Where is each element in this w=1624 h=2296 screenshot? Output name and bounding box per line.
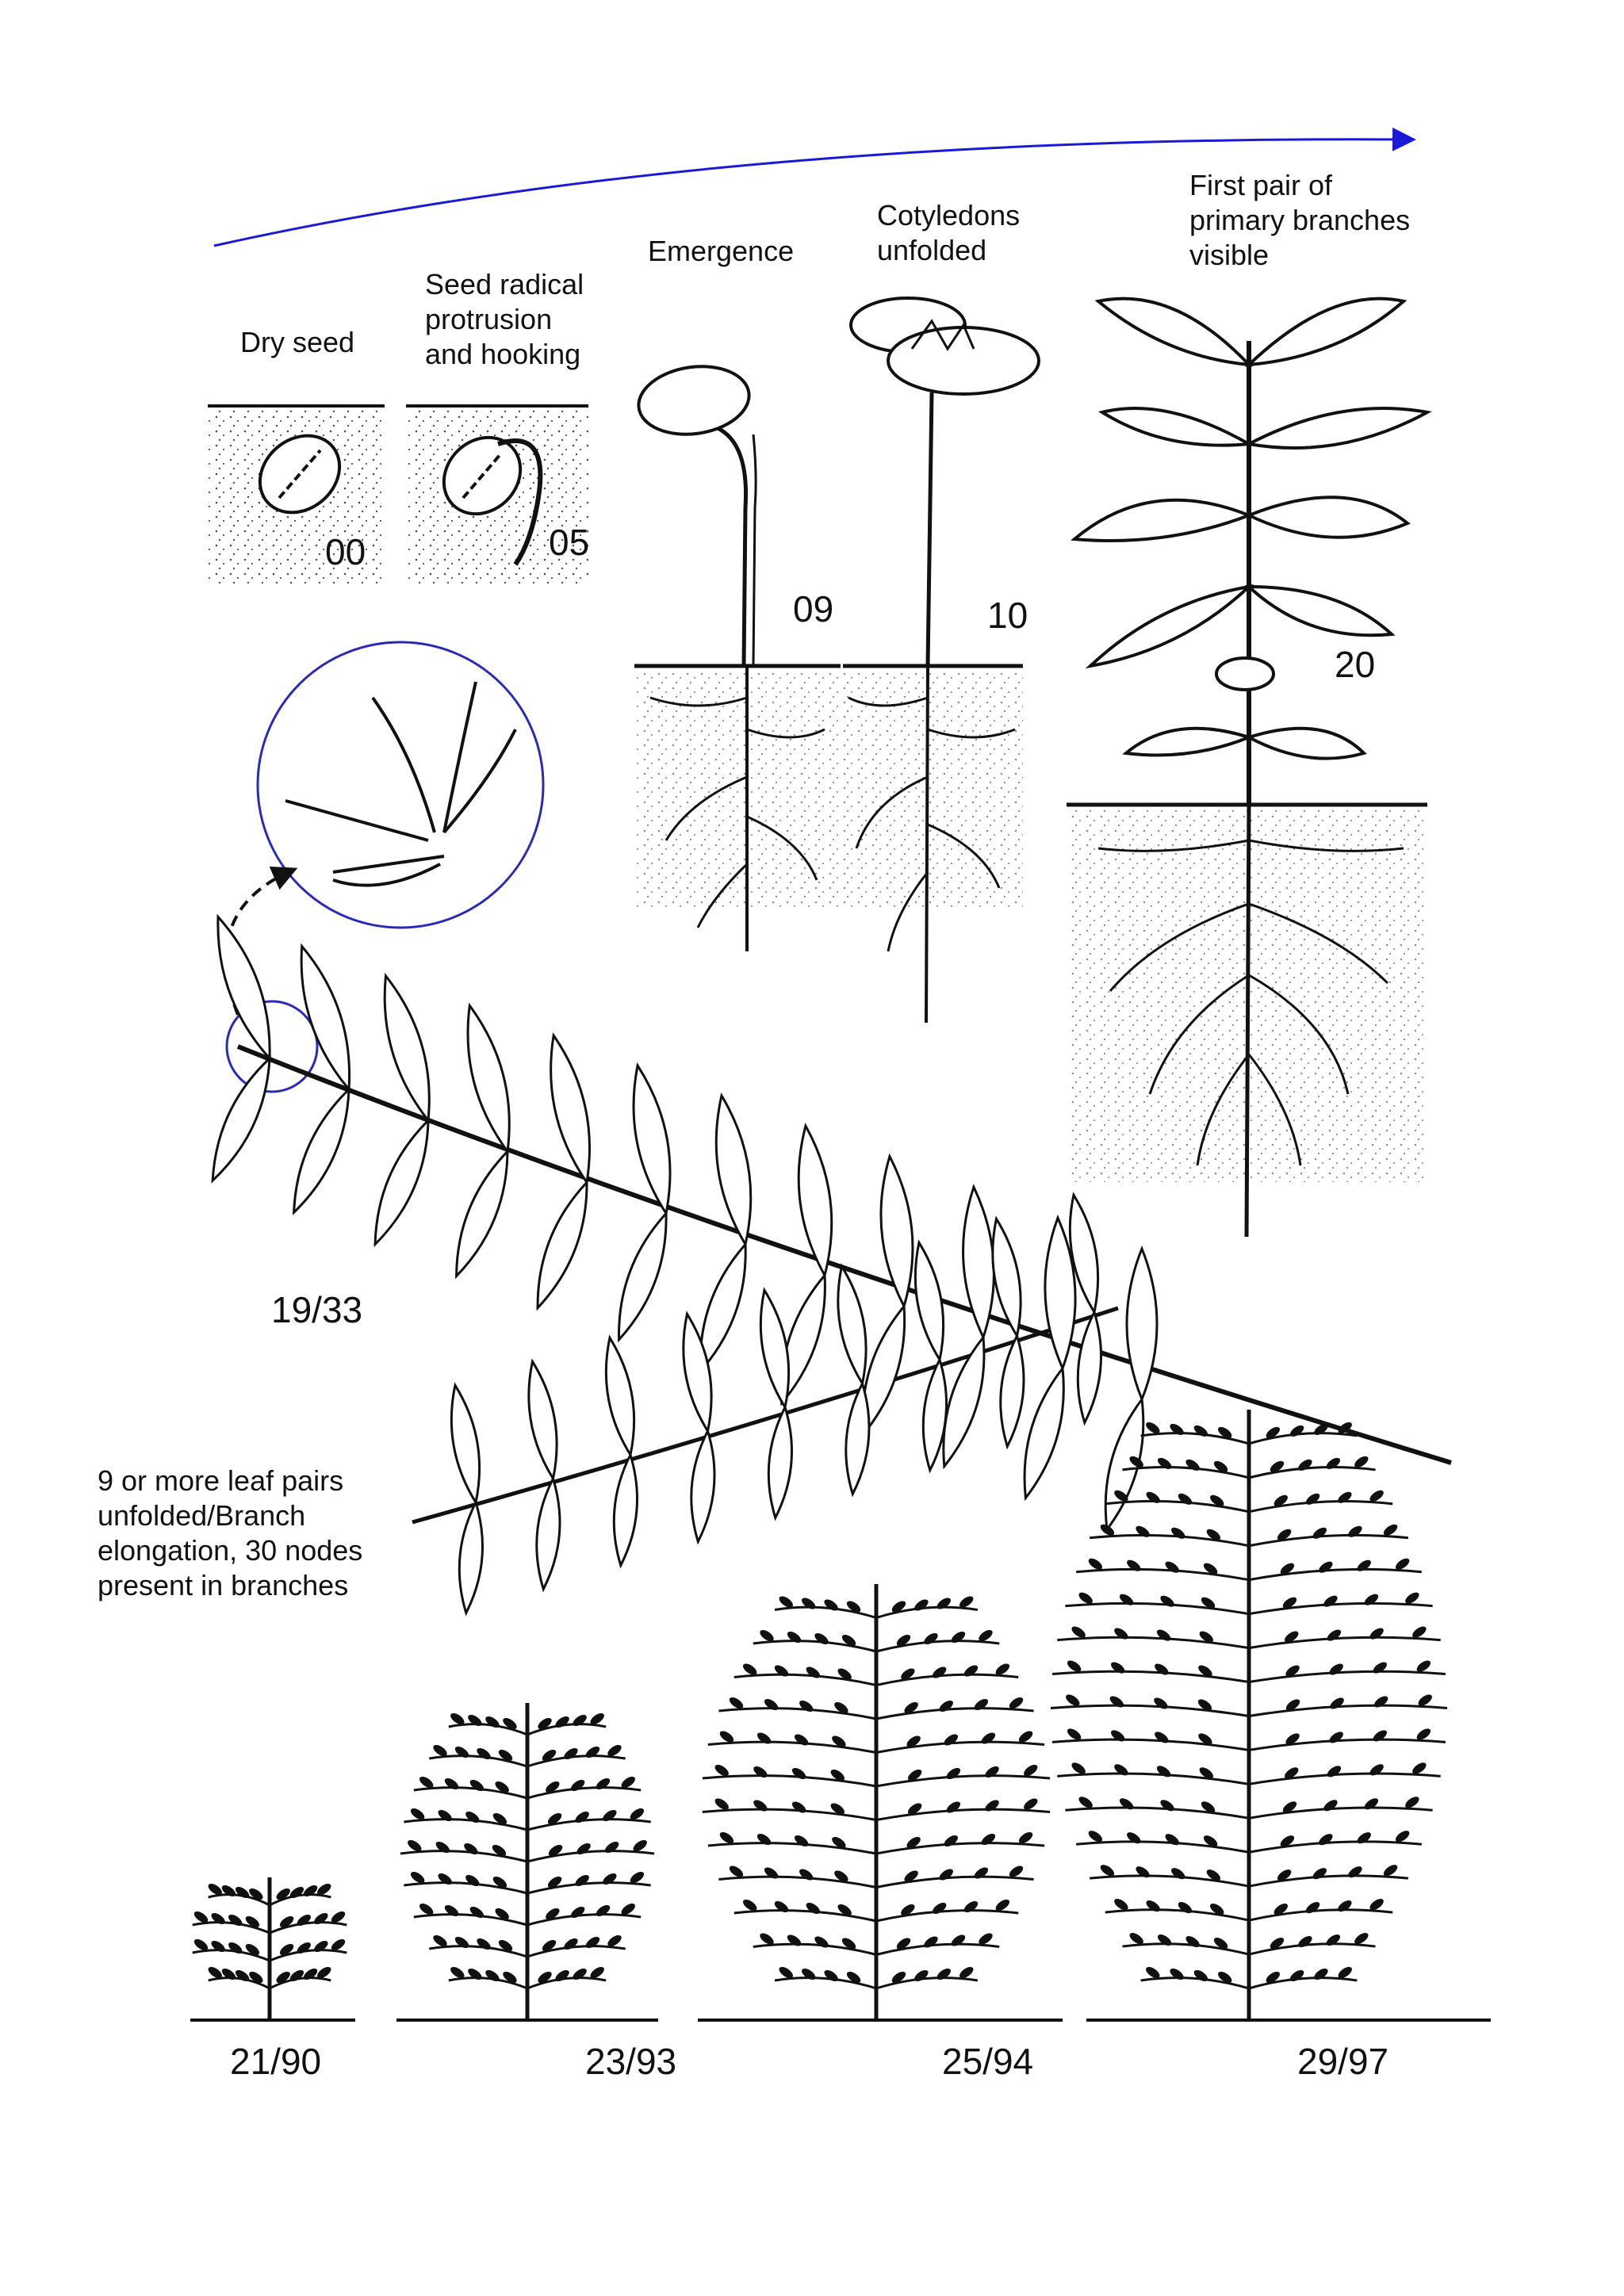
magnifier-circle-icon: [227, 642, 543, 1092]
tree-stage-code-23-93: 23/93: [585, 2041, 677, 2082]
tree-stages-drawing: [190, 1410, 1491, 2020]
cotyledon-seedling-drawing: [843, 298, 1039, 1023]
young-plant-drawing: [1067, 299, 1427, 1237]
stage-label-radical: Seed radical protrusion and hooking: [425, 268, 584, 370]
stage-label-dry-seed: Dry seed: [240, 326, 355, 358]
stage-code-09: 09: [793, 588, 834, 629]
stage-code-00: 00: [325, 531, 366, 572]
stage-code-10: 10: [987, 595, 1028, 636]
tree-stage-code-21-90: 21/90: [230, 2041, 322, 2082]
stage-label-cotyledons: Cotyledons unfolded: [877, 199, 1021, 266]
stage-label-emergence: Emergence: [648, 235, 795, 267]
leaf-stage-code: 19/33: [271, 1289, 363, 1330]
tree-stage-code-25-94: 25/94: [942, 2041, 1034, 2082]
leaf-stage-label: 9 or more leaf pairs unfolded/Branch elongation, 30 nodes present in branches: [98, 1464, 363, 1601]
stage-label-branches: First pair of primary branches visible: [1189, 169, 1411, 271]
stage-code-20: 20: [1335, 644, 1376, 685]
tree-stage-code-29-97: 29/97: [1297, 2041, 1389, 2082]
stage-code-05: 05: [549, 522, 590, 563]
emergence-seedling-drawing: [634, 360, 841, 951]
